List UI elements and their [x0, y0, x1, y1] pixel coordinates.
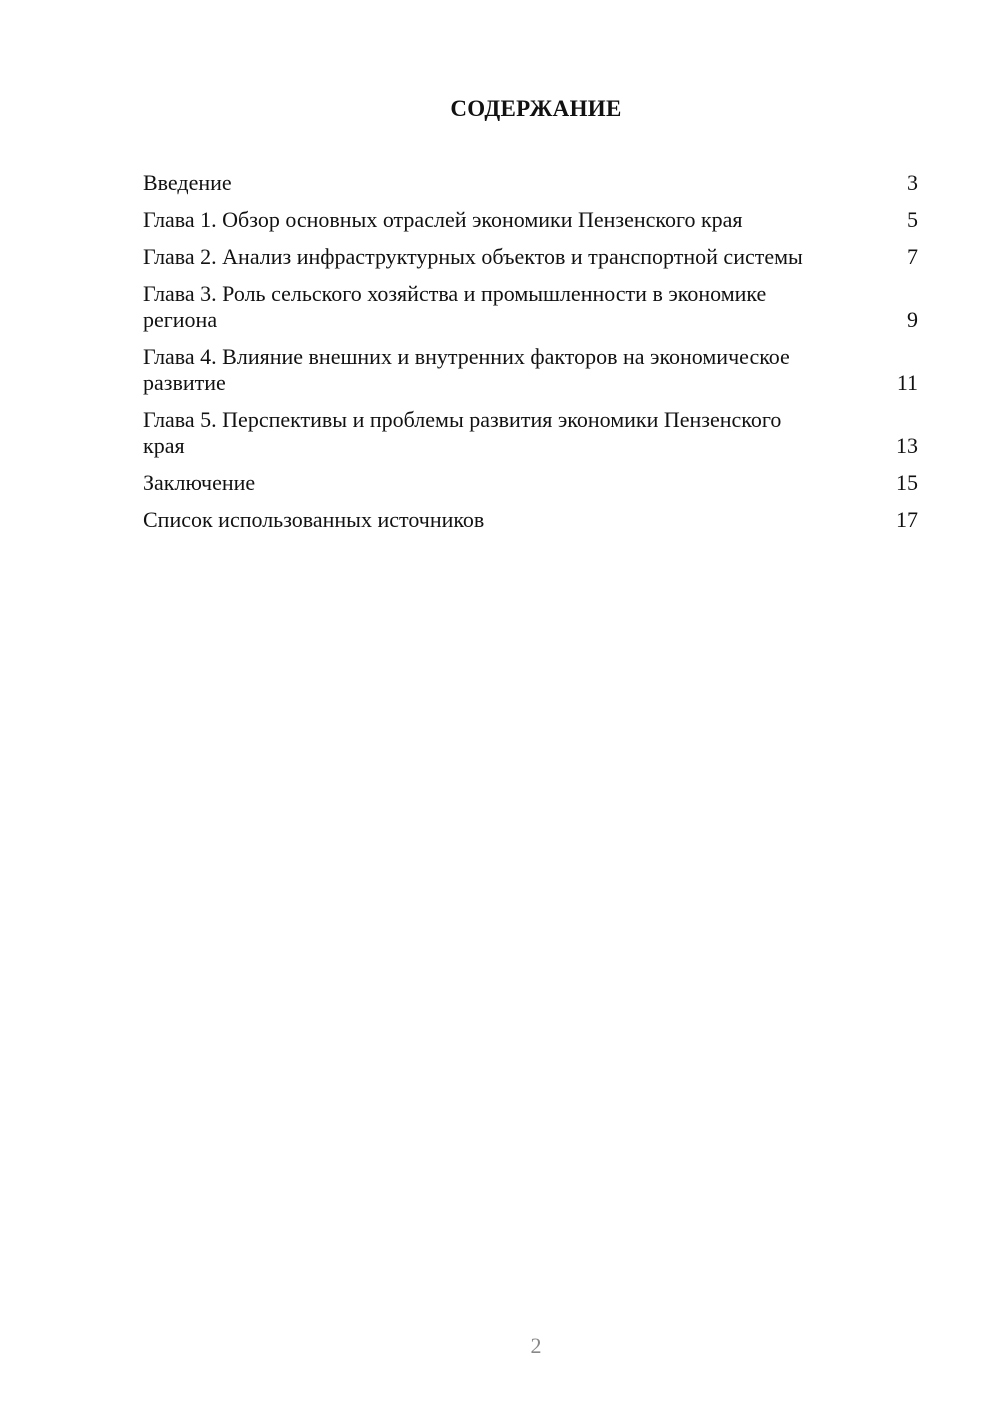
toc-entry-chapter-3 — [143, 281, 918, 333]
toc-entry-chapter-1 — [143, 207, 918, 233]
toc-entry-page: 7 — [907, 244, 918, 269]
toc-entry-introduction — [143, 170, 918, 196]
toc-entry-page: 15 — [896, 470, 918, 495]
toc-entry-text: Заключение — [143, 470, 256, 495]
toc-entry-page: 17 — [896, 507, 918, 532]
toc-entry-chapter-2 — [143, 244, 918, 270]
toc-entry-page: 5 — [907, 207, 918, 232]
toc-entry-text: Глава 1. Обзор основных отраслей экономики Пензенского края — [143, 207, 743, 232]
toc-entry-page: 9 — [907, 307, 918, 332]
toc-entry-references — [143, 507, 918, 533]
toc-entry-text: Глава 3. Роль сельского хозяйства и промышленности в экономике региона — [143, 281, 767, 332]
page-number: 2 — [530, 1333, 542, 1358]
toc-entry-page: 3 — [907, 170, 918, 195]
toc-entry-conclusion — [143, 470, 918, 496]
toc-entry-text: Глава 2. Анализ инфраструктурных объектов и транспортной системы — [143, 244, 803, 269]
page-title: СОДЕРЖАНИЕ — [450, 96, 622, 121]
toc-entry-text: Глава 4. Влияние внешних и внутренних факторов на экономическое развитие — [143, 344, 790, 395]
toc-entry-chapter-4 — [143, 344, 918, 396]
toc-entry-text: Глава 5. Перспективы и проблемы развития экономики Пензенского края — [143, 407, 782, 458]
toc-entry-text: Введение — [143, 170, 232, 195]
toc-entry-text: Список использованных источников — [143, 507, 485, 532]
toc-entry-page: 13 — [896, 433, 918, 458]
toc-entry-page: 11 — [896, 370, 918, 395]
toc-entry-chapter-5 — [143, 407, 918, 459]
table-of-contents — [143, 170, 918, 544]
